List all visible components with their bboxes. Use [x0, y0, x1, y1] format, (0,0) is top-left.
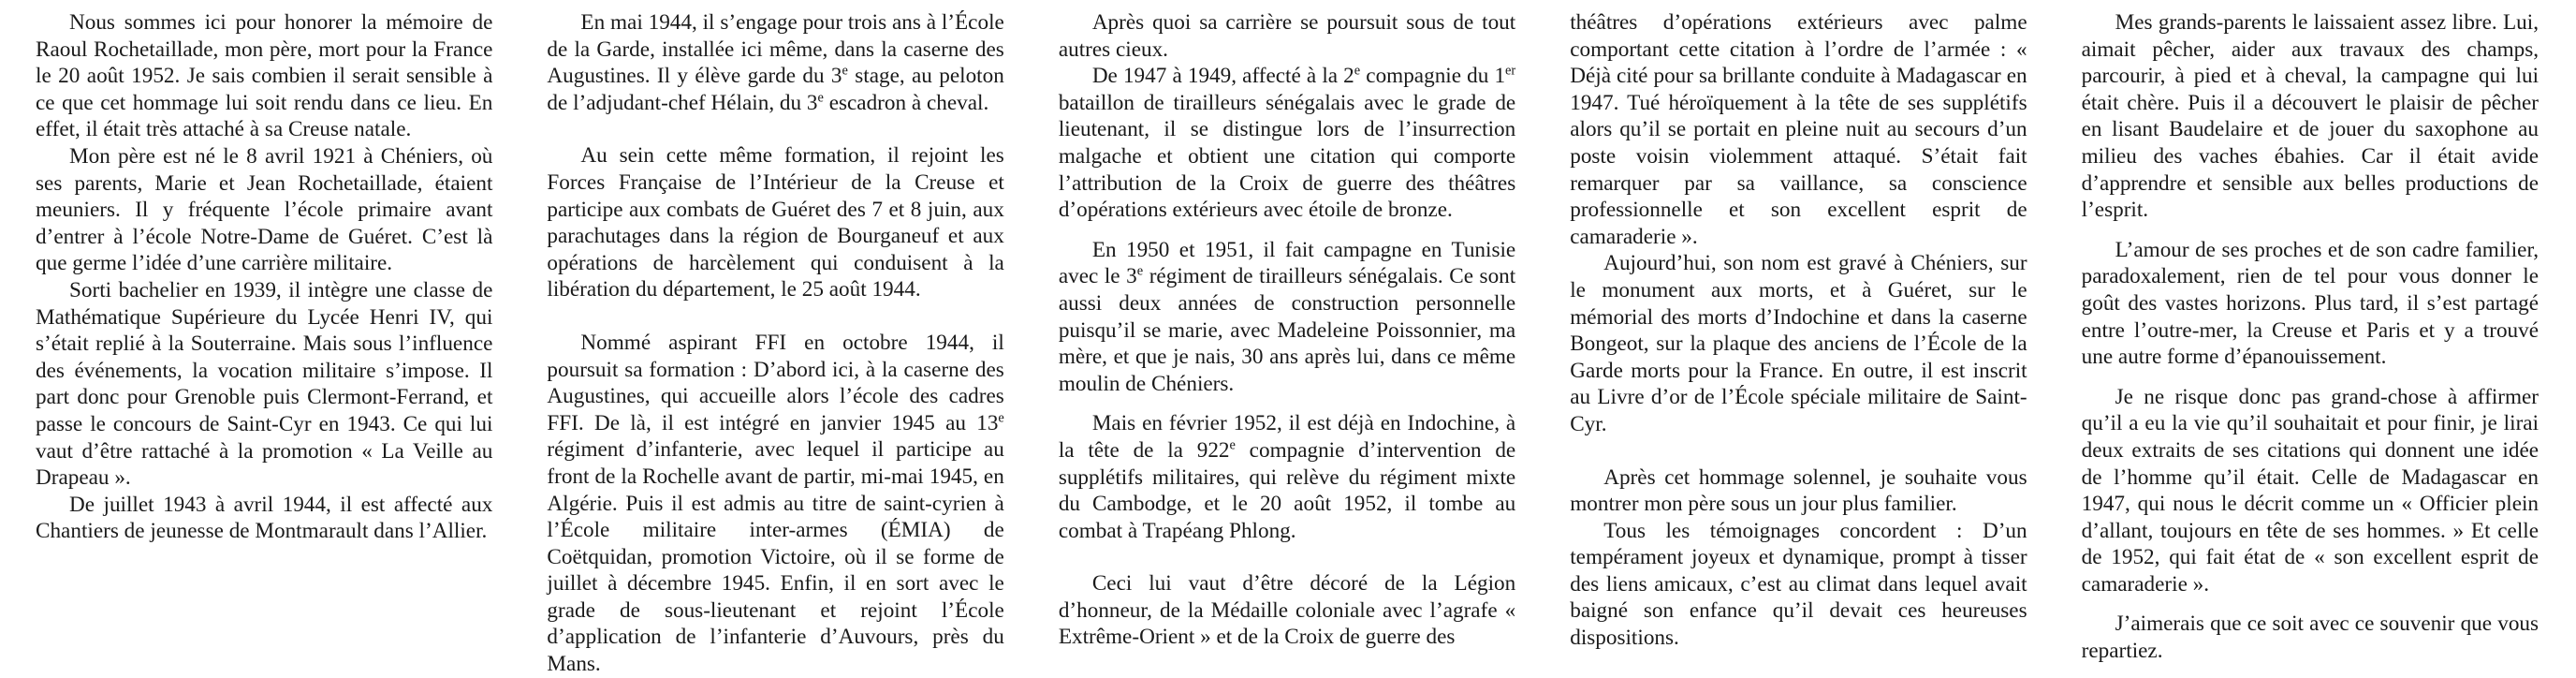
paragraph: Mes grands-parents le laissaient assez libre. Lui, aimait pêcher, aider aux travaux des champs, parcourir, à pied et à cheval, la campagne qui lui était chère. Puis il a découvert le plaisir de pêcher en lisant Baudelaire et de jouer du saxophone au milieu des vaches ébahies. Car il était avide d’apprendre et sensible aux belles productions de l’esprit.: [2081, 10, 2539, 223]
paragraph: Tous les témoignages concordent : D’un tempérament joyeux et dynamique, prompt à tisser des liens amicaux, c’est au climat dans lequel avait baigné son enfance qu’il devait ces heureuses dispositions.: [1570, 518, 2027, 651]
paragraph: Au sein cette même formation, il rejoint les Forces Française de l’Intérieur de la Creuse et participe aux combats de Guéret des 7 et 8 juin, aux parachutages dans la région de Bourganeuf et aux opérations de harcèlement qui conduisent à la libération du département, le 25 août 1944.: [547, 143, 1004, 302]
paragraph: J’aimerais que ce soit avec ce souvenir que vous repartiez.: [2081, 612, 2539, 664]
paragraph: L’amour de ses proches et de son cadre familier, paradoxalement, rien de tel pour vous donner le goût des vastes horizons. Plus tard, il s’est partagé entre l’outre-mer, la Creuse et Paris et y a trouvé une autre forme d’épanouissement.: [2081, 237, 2539, 370]
paragraph: Ceci lui vaut d’être décoré de la Légion d’honneur, de la Médaille coloniale avec l’agrafe « Extrême-Orient » et de la Croix de guerre des: [1058, 571, 1516, 650]
paragraph: Aujourd’hui, son nom est gravé à Chéniers, sur le monument aux morts, et à Guéret, sur le mémorial des morts d’Indochine et dans la caserne Bongeot, sur la plaque des anciens de l’École de la Garde morts pour la France. En outre, il est inscrit au Livre d’or de l’École spéciale militaire de Saint-Cyr.: [1570, 251, 2027, 436]
text-column-5: [2081, 9, 2539, 664]
paragraph: Après cet hommage solennel, je souhaite vous montrer mon père sous un jour plus familier.: [1570, 464, 2027, 517]
paragraph: Je ne risque donc pas grand-chose à affirmer qu’il a eu la vie qu’il souhaitait et pour finir, je lirai deux extraits de ses citations qui donnent une idée de l’homme qu’il était. Celle de Madagascar en 1947, qui nous le décrit comme un « Officier plein d’allant, toujours en tête de ses hommes. » Et celle de 1952, qui fait état de « son excellent esprit de camaraderie ».: [2081, 384, 2539, 597]
text-column-1: [36, 9, 492, 656]
paragraph: De 1947 à 1949, affecté à la 2e compagnie du 1er bataillon de tirailleurs sénégalais avec le grade de lieutenant, il se distingue lors de l’insurrection malgache et obtient une citation qui comporte l’attribution de la Croix de guerre des théâtres d’opérations extérieurs avec étoile de bronze.: [1058, 63, 1516, 223]
paragraph: Nous sommes ici pour honorer la mémoire de Raoul Rochetaillade, mon père, mort pour la France le 20 août 1952. Je sais combien il serait sensible à ce que cet hommage lui soit rendu dans ce lieu. En effet, il était très attaché à sa Creuse natale.: [36, 10, 493, 142]
text-column-2: [547, 9, 1004, 677]
paragraph: Nommé aspirant FFI en octobre 1944, il poursuit sa formation : D’abord ici, à la caserne des Augustines, qui accueille alors l’école des cadres FFI. De là, il est intégré en janvier 1945 au 13e régiment d’infanterie, avec lequel il participe au front de la Rochelle avant de partir, mi-mai 1945, en Algérie. Puis il est admis au titre de saint-cyrien à l’École militaire inter-armes (ÉMIA) de Coëtquidan, promotion Victoire, où il se forme de juillet à décembre 1945. Enfin, il en sort avec le grade de sous-lieutenant et rejoint l’École d’application de l’infanterie d’Auvours, près du Mans.: [547, 330, 1004, 677]
paragraph: théâtres d’opérations extérieurs avec palme comportant cette citation à l’ordre de l’armée : « Déjà cité pour sa brillante conduite à Madagascar en 1947. Tué héroïquement à la tête de ses supplétifs alors qu’il se portait en pleine nuit au secours d’un poste voisin violemment attaqué. S’était fait remarquer par sa vaillance, sa conscience professionnelle et son excellent esprit de camaraderie ».: [1570, 10, 2027, 249]
paragraph: Mais en février 1952, il est déjà en Indochine, à la tête de la 922e compagnie d’intervention de supplétifs militaires, qui relève du régiment mixte du Cambodge, et le 20 août 1952, il tombe au combat à Trapéang Phlong.: [1058, 411, 1516, 543]
paragraph: Mon père est né le 8 avril 1921 à Chéniers, où ses parents, Marie et Jean Rochetaillade, étaient meuniers. Il y fréquente l’école primaire avant d’entrer à l’école Notre-Dame de Guéret. C’est là que germe l’idée d’une carrière militaire.: [36, 143, 493, 276]
paragraph: De juillet 1943 à avril 1944, il est affecté aux Chantiers de jeunesse de Montmarault dans l’Allier.: [36, 492, 493, 544]
paragraph: Après quoi sa carrière se poursuit sous de tout autres cieux.: [1058, 10, 1516, 62]
text-column-3: [1059, 9, 1515, 656]
paragraph: En mai 1944, il s’engage pour trois ans à l’École de la Garde, installée ici même, dans la caserne des Augustines. Il y élève garde du 3e stage, au peloton de l’adjudant-chef Hélain, du 3e escadron à cheval.: [547, 10, 1004, 115]
text-column-4: [1570, 9, 2027, 656]
paragraph: Sorti bachelier en 1939, il intègre une classe de Mathématique Supérieure du Lycée Henri IV, qui s’était replié à la Souterraine. Mais sous l’influence des événements, la vocation militaire s’impose. Il part donc pour Grenoble puis Clermont-Ferrand, et passe le concours de Saint-Cyr en 1943. Ce qui lui vaut d’être rattaché à la promotion « La Veille au Drapeau ».: [36, 277, 493, 491]
paragraph: En 1950 et 1951, il fait campagne en Tunisie avec le 3e régiment de tirailleurs sénégalais. Ce sont aussi deux années de construction personnelle puisqu’il se marie, avec Madeleine Poissonnier, ma mère, et que je nais, 30 ans après lui, dans ce même moulin de Chéniers.: [1058, 237, 1516, 396]
